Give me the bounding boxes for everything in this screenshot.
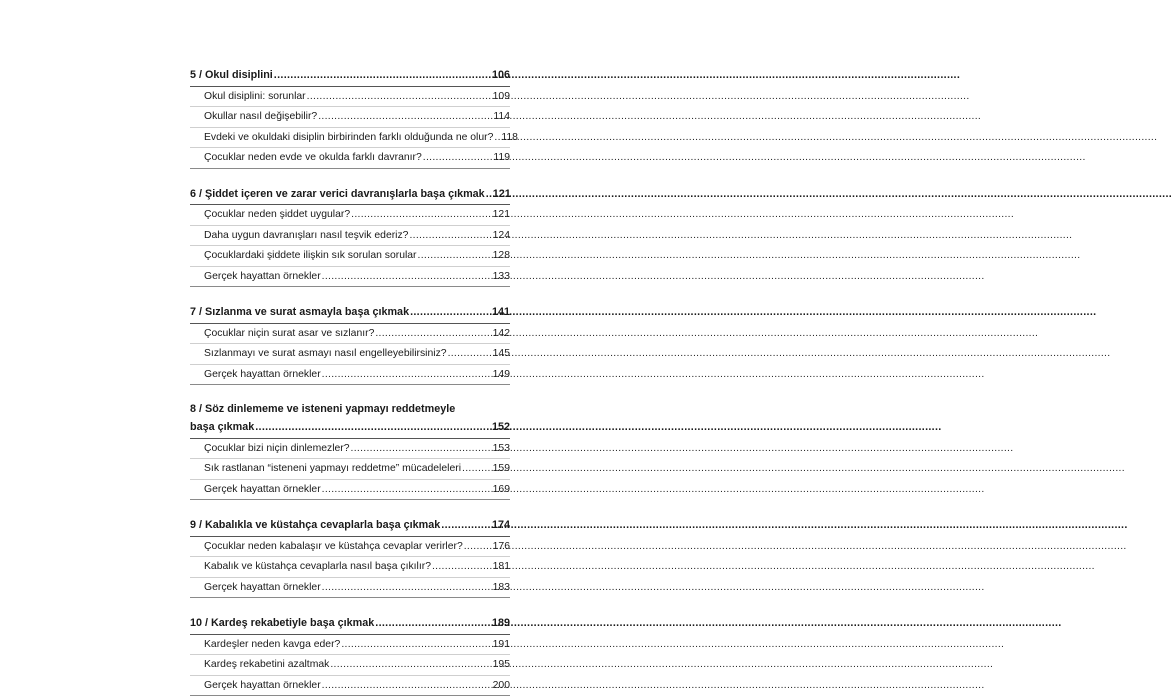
chapter-page-number: 152 (491, 421, 510, 433)
entry-page-number: 133 (492, 270, 510, 282)
entry-title: Gerçek hayattan örnekler (204, 581, 321, 593)
toc-entry (190, 87, 510, 108)
toc-entry (190, 537, 510, 558)
entry-title: Çocuklar neden şiddet uygular? (204, 209, 351, 220)
chapter-title: başa çıkmak (190, 421, 255, 433)
entry-title: Gerçek hayattan örnekler (204, 679, 321, 691)
entry-title: Sık rastlanan “isteneni yapmayı reddetme” mücadeleleri (204, 463, 462, 474)
dot-leader (322, 676, 492, 696)
entry-title: Sızlanmayı ve surat asmayı nasıl engelleyebilirsiniz? (204, 348, 447, 359)
entry-page-number: 124 (492, 229, 510, 241)
toc-entry (190, 480, 510, 500)
chapter-heading (190, 66, 510, 87)
entry-page-number: 118 (501, 131, 518, 143)
entry-title: Okul disiplini: sorunlar (204, 90, 306, 102)
entry-page-number: 149 (492, 368, 510, 380)
toc-entry (190, 148, 510, 168)
chapter-title: 5 / Okul disiplini (190, 69, 273, 81)
dot-leader (322, 267, 492, 287)
dot-leader (318, 107, 492, 127)
toc-chapter-7 (190, 303, 510, 385)
chapter-heading (190, 303, 510, 324)
chapter-title-first-line: 8 / Söz dinlememe ve isteneni yapmayı reddetmeyle (190, 403, 456, 415)
entry-page-number: 191 (492, 638, 510, 650)
chapter-heading (190, 185, 510, 206)
table-of-contents (190, 66, 518, 696)
dot-leader (462, 459, 492, 479)
dot-leader (432, 557, 492, 577)
entry-title: Kabalık ve küstahça cevaplarla nasıl başa çıkılır? (204, 561, 431, 572)
dot-leader (274, 66, 491, 86)
dot-leader (330, 655, 491, 675)
chapter-heading (190, 418, 510, 439)
entry-title: Daha uygun davranışları nasıl teşvik ederiz? (204, 229, 409, 241)
entry-page-number: 121 (492, 209, 510, 220)
dot-leader (409, 226, 491, 246)
entry-title: Okullar nasıl değişebilir? (204, 111, 318, 122)
chapter-page-number: 121 (492, 187, 511, 200)
entry-page-number: 119 (493, 152, 510, 163)
entry-title: Çocuklar neden evde ve okulda farklı davranır? (204, 152, 422, 163)
entry-page-number: 181 (492, 561, 510, 572)
dot-leader (307, 87, 492, 107)
entry-page-number: 153 (492, 442, 510, 454)
chapter-heading (190, 614, 510, 635)
entry-title: Gerçek hayattan örnekler (204, 483, 321, 495)
chapter-title: 10 / Kardeş rekabetiyle başa çıkmak (190, 617, 375, 629)
entry-title: Çocuklar bizi niçin dinlemezler? (204, 442, 350, 454)
chapter-page-number: 106 (491, 69, 510, 81)
entry-page-number: 200 (492, 679, 510, 691)
dot-leader (448, 344, 492, 364)
toc-entry (190, 578, 510, 598)
toc-entry (190, 635, 510, 656)
toc-chapter-10 (190, 614, 510, 696)
entry-title: Çocuklar neden kabalaşır ve küstahça cevaplar verirler? (204, 540, 463, 552)
dot-leader (441, 516, 491, 536)
dot-leader (255, 418, 491, 438)
entry-title: Çocuklardaki şiddete ilişkin sık sorulan sorular (204, 250, 417, 261)
entry-page-number: 159 (492, 463, 510, 474)
toc-chapter-8 (190, 401, 510, 500)
toc-entry (190, 676, 510, 696)
toc-entry (190, 459, 510, 480)
dot-leader (494, 128, 500, 148)
dot-leader (375, 324, 491, 344)
entry-page-number: 114 (493, 111, 510, 122)
chapter-title: 7 / Sızlanma ve surat asmayla başa çıkmak (190, 306, 410, 318)
chapter-page-number: 189 (491, 617, 510, 629)
entry-page-number: 128 (492, 250, 510, 261)
entry-page-number: 169 (492, 483, 510, 495)
entry-page-number: 145 (492, 348, 510, 359)
entry-title: Çocuklar niçin surat asar ve sızlanır? (204, 327, 375, 339)
dot-leader (375, 614, 491, 634)
entry-title: Gerçek hayattan örnekler (204, 368, 321, 380)
toc-entry (190, 557, 510, 578)
entry-page-number: 176 (492, 540, 510, 552)
dot-leader (464, 537, 492, 557)
toc-chapter-5 (190, 66, 518, 169)
chapter-heading-first-line (190, 401, 510, 418)
chapter-title: 6 / Şiddet içeren ve zarar verici davranışlarla başa çıkmak (190, 187, 485, 200)
toc-chapter-6 (190, 185, 510, 288)
dot-leader (418, 246, 492, 266)
toc-entry (190, 226, 510, 247)
dot-leader (341, 635, 491, 655)
chapter-title: 9 / Kabalıkla ve küstahça cevaplarla başa çıkmak (190, 519, 441, 531)
toc-chapter-9 (190, 516, 510, 598)
toc-entry (190, 246, 510, 267)
entry-title: Evdeki ve okuldaki disiplin birbirinden farklı olduğunda ne olur? (204, 131, 494, 143)
chapter-heading (190, 516, 510, 537)
dot-leader (410, 303, 491, 323)
dot-leader (351, 205, 492, 225)
dot-leader (423, 148, 493, 168)
toc-entry (190, 128, 518, 149)
dot-leader (322, 480, 492, 500)
dot-leader (486, 185, 492, 205)
toc-entry (190, 205, 510, 226)
toc-entry (190, 324, 510, 345)
toc-entry (190, 365, 510, 385)
entry-page-number: 109 (492, 90, 510, 102)
chapter-page-number: 174 (491, 519, 510, 531)
dot-leader (322, 365, 492, 385)
dot-leader (322, 578, 492, 598)
dot-leader (351, 439, 492, 459)
toc-entry (190, 267, 510, 287)
entry-page-number: 142 (492, 327, 510, 339)
entry-title: Kardeşler neden kavga eder? (204, 638, 341, 650)
chapter-page-number: 141 (491, 306, 510, 318)
toc-entry (190, 107, 510, 128)
toc-entry (190, 655, 510, 676)
entry-title: Gerçek hayattan örnekler (204, 270, 321, 282)
toc-entry (190, 439, 510, 460)
entry-page-number: 183 (492, 581, 510, 593)
entry-title: Kardeş rekabetini azaltmak (204, 659, 330, 670)
entry-page-number: 195 (492, 659, 510, 670)
toc-entry (190, 344, 510, 365)
